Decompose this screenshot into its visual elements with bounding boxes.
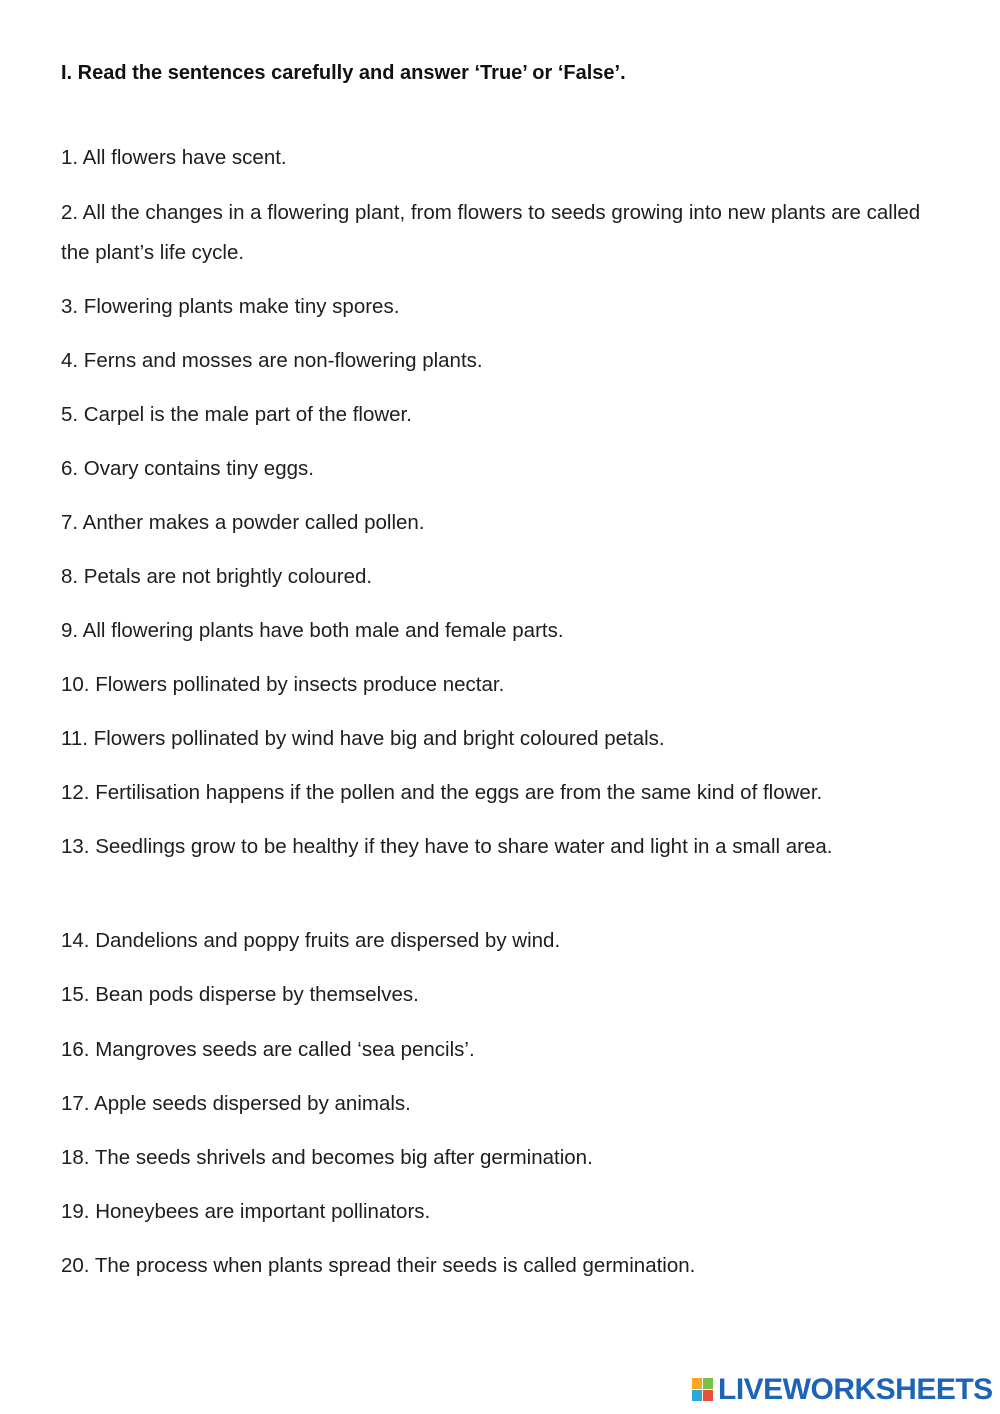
question-14: 14. Dandelions and poppy fruits are dispersed by wind. xyxy=(61,929,561,952)
question-4: 4. Ferns and mosses are non-flowering plants. xyxy=(61,349,483,372)
question-15: 15. Bean pods disperse by themselves. xyxy=(61,983,419,1006)
question-9: 9. All flowering plants have both male and female parts. xyxy=(61,619,564,642)
question-20: 20. The process when plants spread their seeds is called germination. xyxy=(61,1254,696,1277)
question-18: 18. The seeds shrivels and becomes big after germination. xyxy=(61,1146,593,1169)
question-6: 6. Ovary contains tiny eggs. xyxy=(61,457,314,480)
question-8: 8. Petals are not brightly coloured. xyxy=(61,565,373,588)
question-16: 16. Mangroves seeds are called ‘sea pencils’. xyxy=(61,1038,475,1061)
question-2: 2. All the changes in a flowering plant, from flowers to seeds growing into new plants are called the plant’s life cycle. xyxy=(61,201,921,264)
question-10: 10. Flowers pollinated by insects produce nectar. xyxy=(61,673,505,696)
question-5: 5. Carpel is the male part of the flower. xyxy=(61,403,412,426)
worksheet-heading: I. Read the sentences carefully and answer ‘True’ or ‘False’. xyxy=(61,62,626,84)
question-19: 19. Honeybees are important pollinators. xyxy=(61,1200,431,1223)
question-17: 17. Apple seeds dispersed by animals. xyxy=(61,1092,411,1115)
question-11: 11. Flowers pollinated by wind have big and bright coloured petals. xyxy=(61,727,665,750)
question-12: 12. Fertilisation happens if the pollen and the eggs are from the same kind of flower. xyxy=(61,781,823,804)
liveworksheets-mark-icon xyxy=(692,1378,714,1402)
question-3: 3. Flowering plants make tiny spores. xyxy=(61,295,400,318)
logo-text: LIVEWORKSHEETS xyxy=(718,1373,993,1406)
question-1: 1. All flowers have scent. xyxy=(61,146,287,169)
liveworksheets-logo xyxy=(692,1373,993,1407)
question-13: 13. Seedlings grow to be healthy if they have to share water and light in a small area. xyxy=(61,835,833,858)
question-7: 7. Anther makes a powder called pollen. xyxy=(61,511,425,534)
